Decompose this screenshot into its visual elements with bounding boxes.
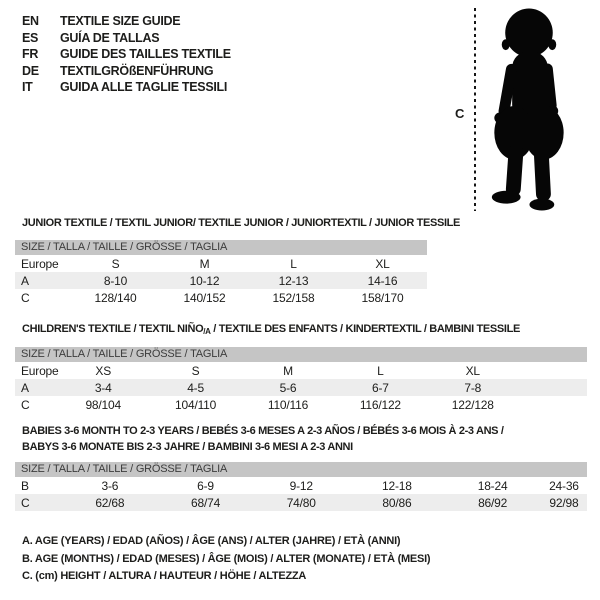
value-cell: 158/170 — [361, 290, 404, 305]
table-row-months — [15, 477, 587, 494]
height-label-c: C — [455, 106, 465, 121]
title-line-1: BABIES 3-6 MONTH TO 2-3 YEARS / BEBÉS 3-6 MESES A 2-3 AÑOS / BÉBÉS 3-6 MOIS À 2-3 ANS / — [22, 425, 504, 437]
value-cell: 5-6 — [279, 380, 297, 395]
junior-size-table — [15, 240, 427, 306]
title-text: CHILDREN'S TEXTILE / TEXTIL NIÑO — [22, 323, 204, 335]
value-cell: 7-8 — [464, 380, 482, 395]
babies-size-table — [15, 462, 587, 511]
value-cell: 62/68 — [95, 495, 125, 510]
language-row-es — [22, 30, 231, 47]
value-cell: 3-4 — [94, 380, 112, 395]
value-cell: 9-12 — [289, 478, 313, 493]
table-row-europe — [15, 362, 587, 379]
table-row-europe — [15, 255, 427, 272]
row-label: Europe — [21, 256, 59, 271]
title-subscript: /A — [203, 327, 211, 336]
legend-line-c: C. (cm) HEIGHT / ALTURA / HAUTEUR / HÖHE / ALTEZZA — [22, 570, 307, 582]
table-row-height — [15, 494, 587, 511]
size-cell: L — [290, 256, 297, 271]
value-cell: 86/92 — [478, 495, 508, 510]
value-cell: 8-10 — [103, 273, 128, 288]
size-cell: L — [377, 363, 384, 378]
value-cell: 10-12 — [189, 273, 220, 288]
language-row-fr — [22, 46, 231, 63]
size-header-bar: SIZE / TALLA / TAILLE / GRÖSSE / TAGLIA — [15, 240, 427, 255]
size-cell: XL — [375, 256, 390, 271]
language-row-en — [22, 13, 231, 30]
row-label: A — [21, 273, 29, 288]
size-cell: XS — [95, 363, 111, 378]
language-row-it — [22, 79, 231, 96]
title-text: / TEXTILE DES ENFANTS / KINDERTEXTIL / BAMBINI TESSILE — [210, 323, 520, 335]
value-cell: 68/74 — [191, 495, 221, 510]
legend-line-b: B. AGE (MONTHS) / EDAD (MESES) / ÂGE (MOIS) / ALTER (MONATE) / ETÀ (MESI) — [22, 552, 431, 565]
value-cell: 4-5 — [187, 380, 204, 395]
language-code: EN — [22, 14, 39, 29]
row-label: B — [21, 478, 29, 493]
value-cell: 92/98 — [549, 495, 579, 510]
language-title: GUIDE DES TAILLES TEXTILE — [60, 47, 231, 62]
title-line-2: BABYS 3-6 MONATE BIS 2-3 JAHRE / BAMBINI 3-6 MESI A 2-3 ANNI — [22, 441, 353, 453]
value-cell: 104/110 — [175, 397, 217, 412]
language-code: ES — [22, 30, 39, 45]
baby-silhouette — [478, 8, 578, 211]
value-cell: 110/116 — [267, 397, 309, 412]
size-header-bar: SIZE / TALLA / TAILLE / GRÖSSE / TAGLIA — [15, 462, 587, 477]
value-cell: 128/140 — [94, 290, 137, 305]
row-label: A — [21, 380, 29, 395]
value-cell: 24-36 — [549, 478, 579, 493]
value-cell: 74/80 — [286, 495, 316, 510]
value-cell: 80/86 — [382, 495, 412, 510]
value-cell: 122/128 — [451, 397, 494, 412]
size-cell: M — [199, 256, 210, 271]
value-cell: 152/158 — [272, 290, 315, 305]
row-label: C — [21, 495, 30, 510]
size-cell: S — [111, 256, 120, 271]
language-title: TEXTILE SIZE GUIDE — [60, 14, 181, 29]
value-cell: 12-18 — [382, 478, 412, 493]
table-row-height — [15, 289, 427, 306]
size-cell: XL — [465, 363, 480, 378]
value-cell: 98/104 — [85, 397, 121, 412]
size-cell: M — [283, 363, 293, 378]
value-cell: 12-13 — [278, 273, 309, 288]
language-title: GUÍA DE TALLAS — [60, 30, 160, 45]
value-cell: 14-16 — [367, 273, 398, 288]
value-cell: 6-7 — [371, 380, 389, 395]
legend-line-a: A. AGE (YEARS) / EDAD (AÑOS) / ÂGE (ANS) / ALTER (JAHRE) / ETÀ (ANNI) — [22, 535, 401, 547]
height-measure-dashed-line — [474, 8, 476, 211]
value-cell: 116/122 — [359, 397, 401, 412]
row-label: C — [21, 397, 30, 412]
language-code: FR — [22, 47, 39, 62]
babies-table-title — [22, 423, 504, 455]
value-cell: 6-9 — [197, 478, 214, 493]
row-label: C — [21, 290, 30, 305]
table-row-age — [15, 272, 427, 289]
size-cell: S — [191, 363, 200, 378]
table-row-age — [15, 379, 587, 396]
language-code: DE — [22, 63, 39, 78]
row-label: Europe — [21, 363, 59, 378]
language-title: GUIDA ALLE TAGLIE TESSILI — [60, 80, 228, 95]
size-header-bar: SIZE / TALLA / TAILLE / GRÖSSE / TAGLIA — [15, 347, 587, 362]
language-code: IT — [22, 80, 33, 95]
value-cell: 3-6 — [101, 478, 119, 493]
language-header — [22, 13, 231, 96]
legend — [22, 533, 430, 586]
children-size-table — [15, 347, 587, 413]
junior-table-title: JUNIOR TEXTILE / TEXTIL JUNIOR/ TEXTILE JUNIOR / JUNIORTEXTIL / JUNIOR TESSILE — [22, 217, 461, 229]
language-title: TEXTILGRÖßENFÜHRUNG — [60, 63, 214, 78]
language-row-de — [22, 63, 231, 80]
children-table-title — [22, 321, 520, 340]
value-cell: 140/152 — [183, 290, 226, 305]
table-row-height — [15, 396, 587, 413]
value-cell: 18-24 — [477, 478, 508, 493]
